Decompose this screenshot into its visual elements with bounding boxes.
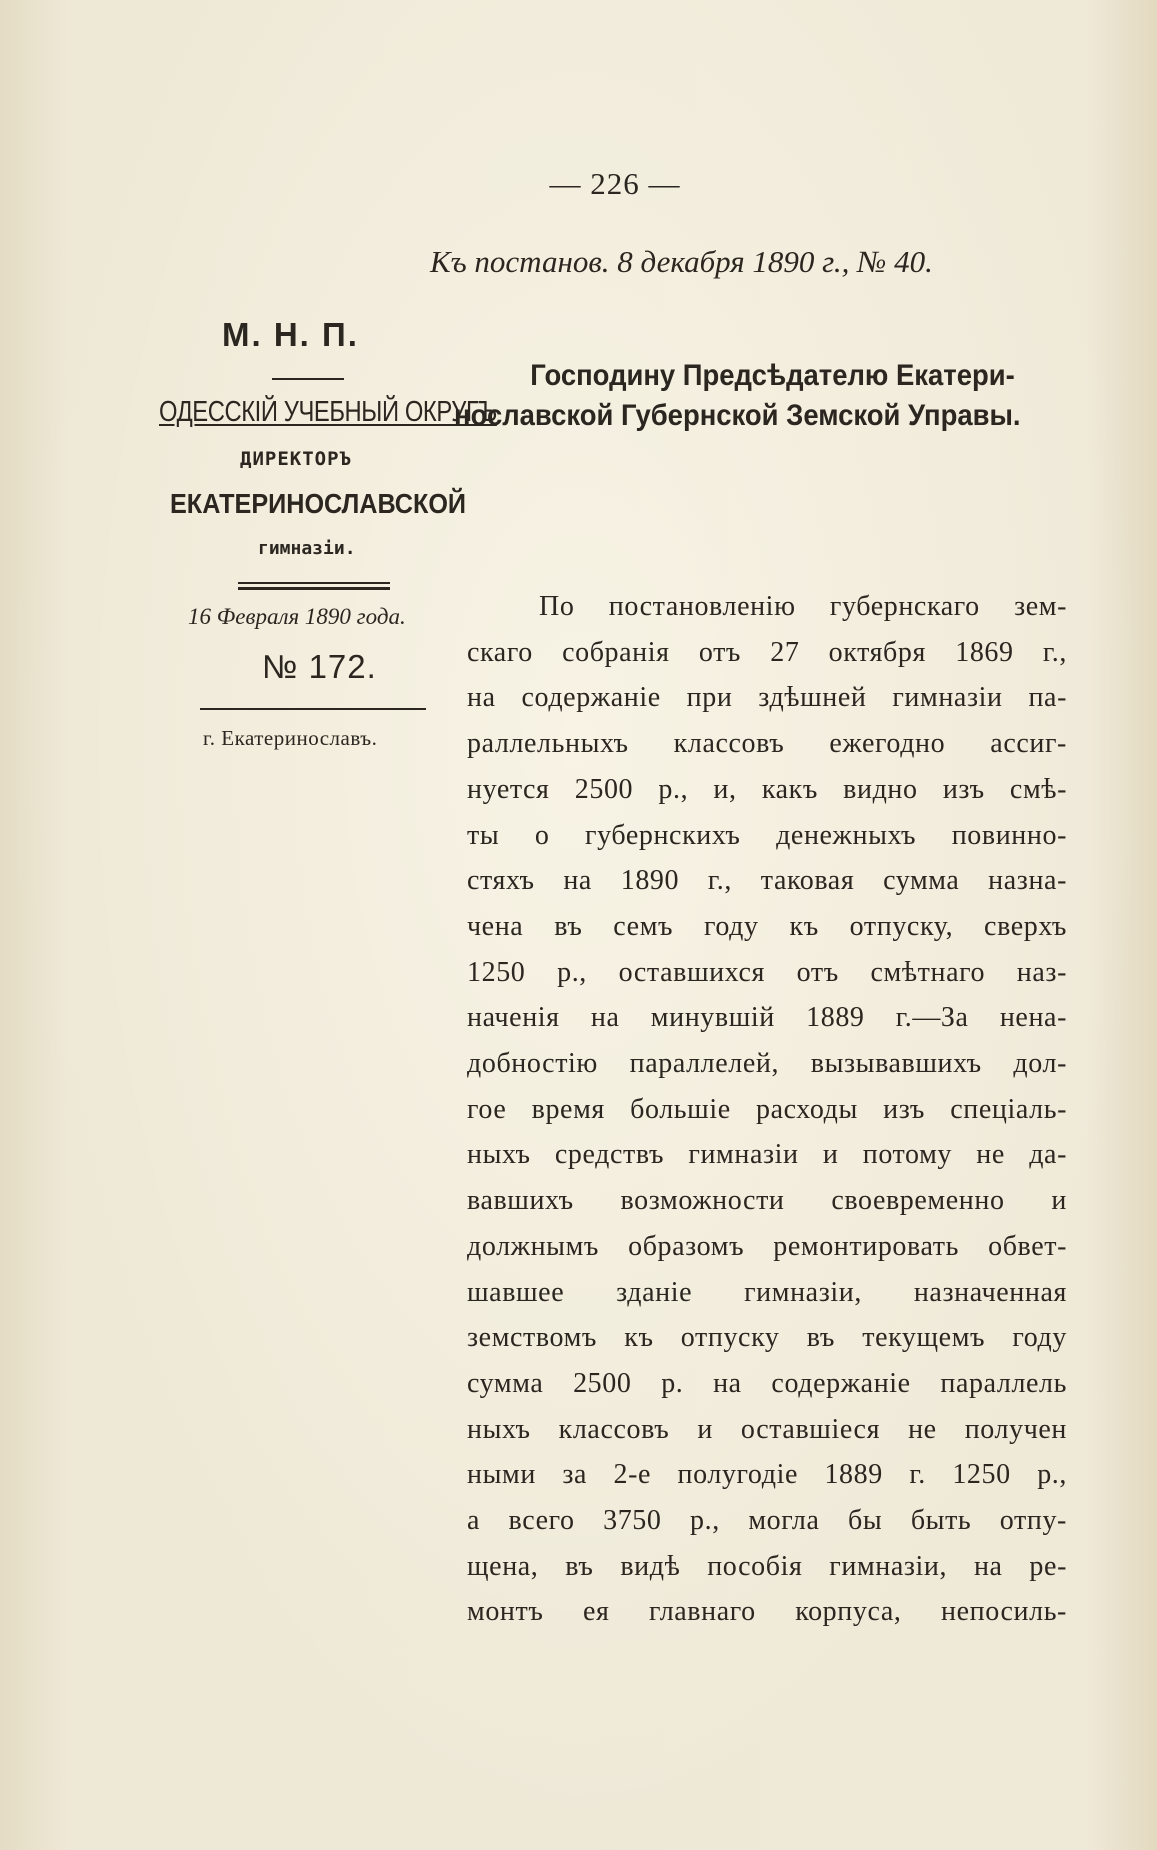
body-line: скаго собранія отъ 27 октября 1869 г., [467, 636, 1067, 668]
double-divider [238, 582, 390, 590]
body-line: шавшее зданіе гимназіи, назначенная [467, 1276, 1067, 1308]
body-line: на содержаніе при здѣшней гимназіи па- [467, 682, 1067, 714]
body-line: ты о губернскихъ денежныхъ повинно- [467, 819, 1067, 851]
addressee-block [454, 356, 1023, 436]
ministry-abbreviation: М. Н. П. [222, 316, 359, 353]
addressee-line: Господину Предсѣдателю Екатери- [530, 359, 1015, 392]
gymnasium-word: гимназіи. [258, 538, 356, 559]
body-line: ныхъ классовъ и оставшіеся не получен [467, 1413, 1067, 1445]
letter-date: 16 Февраля 1890 года. [188, 604, 406, 629]
body-line: земствомъ къ отпуску въ текущемъ году [467, 1322, 1067, 1354]
director-title: ДИРЕКТОРЪ [240, 448, 352, 470]
reference-line: Къ постанов. 8 декабря 1890 г., № 40. [430, 244, 933, 279]
body-line: должнымъ образомъ ремонтировать обвет- [467, 1230, 1067, 1262]
body-line: 1250 р., оставшихся отъ смѣтнаго наз- [467, 956, 1067, 988]
city-line: г. Екатеринославъ. [203, 726, 378, 750]
page-number: — 226 — [549, 166, 681, 201]
body-line: наченія на минувшій 1889 г.—За нена- [467, 1002, 1067, 1034]
body-line: нуется 2500 р., и, какъ видно изъ смѣ- [467, 773, 1067, 805]
body-line: чена въ семъ году къ отпуску, сверхъ [467, 910, 1067, 942]
body-line: раллельныхъ классовъ ежегодно ассиг- [467, 728, 1067, 760]
gymnasium-name: ЕКАТЕРИНОСЛАВСКОЙ [170, 488, 467, 519]
body-text [467, 584, 1067, 1635]
body-line: ныхъ средствъ гимназіи и потому не да- [467, 1139, 1067, 1171]
body-line: вавшихъ возможности своевременно и [467, 1185, 1067, 1217]
body-line: добностію параллелей, вызывавшихъ дол- [467, 1048, 1067, 1080]
divider [272, 378, 344, 380]
body-line: щена, въ видѣ пособія гимназіи, на ре- [467, 1550, 1067, 1582]
body-line: По постановленію губернскаго зем- [539, 591, 1067, 622]
body-line: гое время большіе расходы изъ спеціаль- [467, 1093, 1067, 1125]
divider [200, 708, 426, 710]
body-line: а всего 3750 р., могла бы быть отпу- [467, 1505, 1067, 1537]
educational-district: ОДЕССКІЙ УЧЕБНЫЙ ОКРУГЪ [159, 396, 497, 428]
document-number: № 172. [262, 648, 377, 685]
addressee-line: нославской Губернской Земской Управы. [454, 399, 1021, 432]
body-line: монтъ ея главнаго корпуса, непосиль- [467, 1596, 1067, 1628]
body-line: сумма 2500 р. на содержаніе параллель [467, 1367, 1067, 1399]
body-line: стяхъ на 1890 г., таковая сумма назна- [467, 865, 1067, 897]
body-line: ными за 2-е полугодіе 1889 г. 1250 р., [467, 1459, 1067, 1491]
